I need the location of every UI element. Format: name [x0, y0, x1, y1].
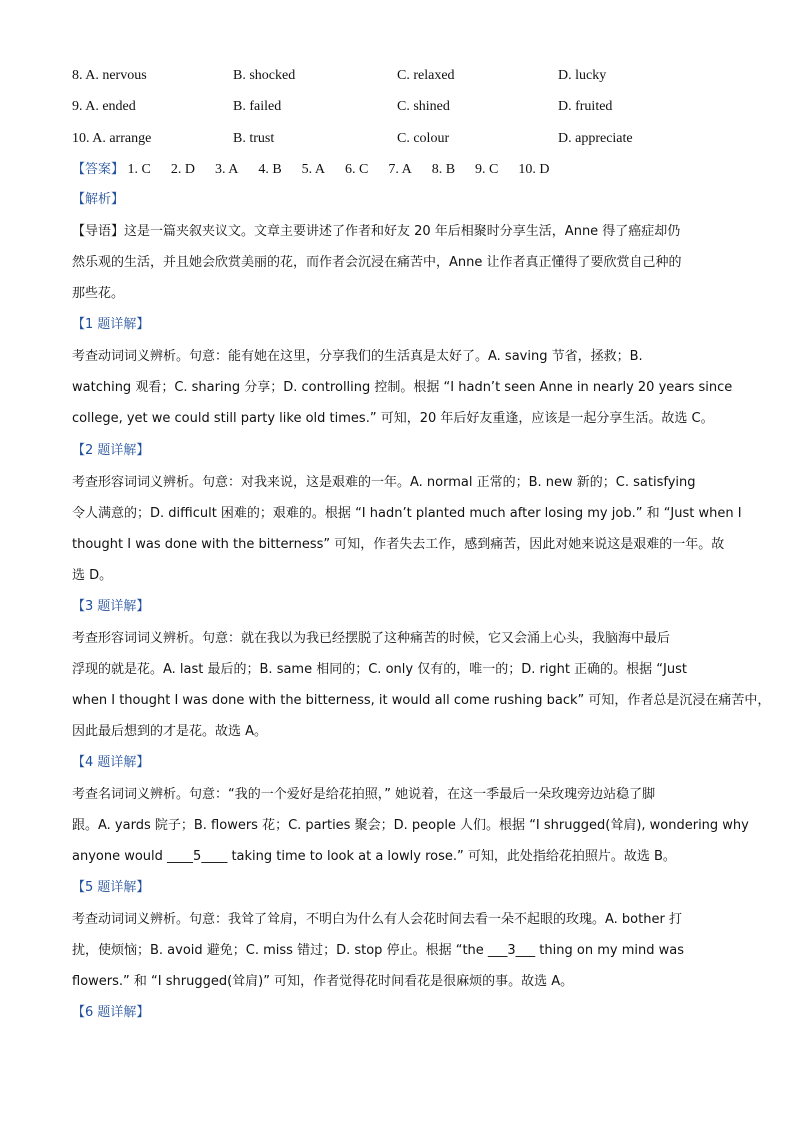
section-heading-1: 【1 题详解】: [72, 317, 150, 332]
body-line: 跟。A. yards 院子；B. flowers 花；C. parties 聚会；D. people 人们。根据 “I shrugged(耸肩), wondering why: [72, 818, 749, 833]
option-row-10: [72, 129, 732, 149]
intro-line: 然乐观的生活，并且她会欣赏美丽的花，而作者会沉浸在痛苦中，Anne 让作者真正懂得了要欣赏自己种的: [72, 255, 682, 270]
option-a: 8. A. nervous: [72, 68, 147, 83]
intro-paragraph: [72, 216, 724, 309]
answer-item: 4. B: [258, 162, 282, 177]
intro-line: 那些花。: [72, 286, 125, 301]
option-d: D. lucky: [558, 68, 607, 83]
body-line: watching 观看；C. sharing 分享；D. controlling 控制。根据 “I hadn’t seen Anne in nearly 20 years since: [72, 380, 733, 395]
body-line: 选 D。: [72, 568, 113, 583]
body-line: 考查动词词义辨析。句意：我耸了耸肩，不明白为什么有人会花时间去看一朵不起眼的玫瑰。A. bother 打: [72, 912, 682, 927]
option-row-8: [72, 66, 732, 86]
option-b: B. trust: [233, 131, 275, 146]
body-line: 扰，使烦恼；B. avoid 避免；C. miss 错过；D. stop 停止。根据 “the ___3___ thing on my mind was: [72, 943, 684, 958]
option-row-9: [72, 97, 732, 117]
answer-item: 6. C: [345, 162, 369, 177]
option-d: D. fruited: [558, 99, 613, 114]
option-a: 10. A. arrange: [72, 131, 152, 146]
answer-key: [72, 160, 550, 180]
answer-item: 3. A: [214, 162, 239, 177]
body-line: thought I was done with the bitterness” 可知，作者失去工作，感到痛苦，因此对她来说这是艰难的一年。故: [72, 537, 725, 552]
option-c: C. colour: [397, 131, 450, 146]
answer-item: 7. A: [388, 162, 412, 177]
body-line: 令人满意的；D. difficult 困难的；艰难的。根据 “I hadn’t planted much after losing my job.” 和 “Just when I: [72, 506, 742, 521]
option-c: C. shined: [397, 99, 450, 114]
option-b: B. failed: [233, 99, 282, 114]
section-heading-6: 【6 题详解】: [72, 1005, 150, 1020]
section-body-5: [72, 904, 724, 997]
option-b: B. shocked: [233, 68, 296, 83]
option-c: C. relaxed: [397, 68, 455, 83]
section-body-2: [72, 467, 742, 591]
intro-line: 【导语】这是一篇夹叙夹议文。文章主要讲述了作者和好友 20 年后相聚时分享生活，Anne 得了癌症却仍: [72, 224, 681, 239]
section-heading-2: 【2 题详解】: [72, 443, 150, 458]
body-line: 考查名词词义辨析。句意：“我的一个爱好是给花拍照，” 她说着，在这一季最后一朵玫瑰旁边站稳了脚: [72, 787, 656, 802]
section-heading-3: 【3 题详解】: [72, 599, 150, 614]
body-line: flowers.” 和 “I shrugged(耸肩)” 可知，作者觉得花时间看花是很麻烦的事。故选 A。: [72, 974, 574, 989]
body-line: 因此最后想到的才是花。故选 A。: [72, 724, 268, 739]
body-line: when I thought I was done with the bitterness, it would all come rushing back” 可知，作者总是沉浸在痛苦中，: [72, 693, 771, 708]
answer-items: [128, 162, 550, 177]
body-line: college, yet we could still party like old times.” 可知，20 年后好友重逢，应该是一起分享生活。故选 C。: [72, 411, 714, 426]
section-heading-5: 【5 题详解】: [72, 880, 150, 895]
answer-item: 9. C: [475, 162, 499, 177]
body-line: 浮现的就是花。A. last 最后的；B. same 相同的；C. only 仅有的，唯一的；D. right 正确的。根据 “Just: [72, 662, 687, 677]
answer-item: 5. A: [301, 162, 326, 177]
analysis-heading: 【解析】: [72, 192, 125, 207]
body-line: anyone would ____5____ taking time to look at a lowly rose.” 可知，此处指给花拍照片。故选 B。: [72, 849, 676, 864]
answer-item: 1. C: [127, 162, 151, 177]
section-body-4: [72, 779, 749, 872]
section-body-1: [72, 341, 733, 434]
section-heading-4: 【4 题详解】: [72, 755, 150, 770]
section-body-3: [72, 623, 771, 747]
body-line: 考查形容词词义辨析。句意：对我来说，这是艰难的一年。A. normal 正常的；B. new 新的；C. satisfying: [72, 475, 696, 490]
answer-item: 8. B: [431, 162, 456, 177]
answer-item: 2. D: [170, 162, 195, 177]
body-line: 考查形容词词义辨析。句意：就在我以为我已经摆脱了这种痛苦的时候，它又会涌上心头，我脑海中最后: [72, 631, 671, 646]
answer-tag: 【答案】: [72, 162, 125, 177]
option-a: 9. A. ended: [72, 99, 136, 114]
option-d: D. appreciate: [558, 131, 633, 146]
body-line: 考查动词词义辨析。句意：能有她在这里，分享我们的生活真是太好了。A. saving 节省，拯救；B.: [72, 349, 643, 364]
answer-item: 10. D: [518, 162, 550, 177]
